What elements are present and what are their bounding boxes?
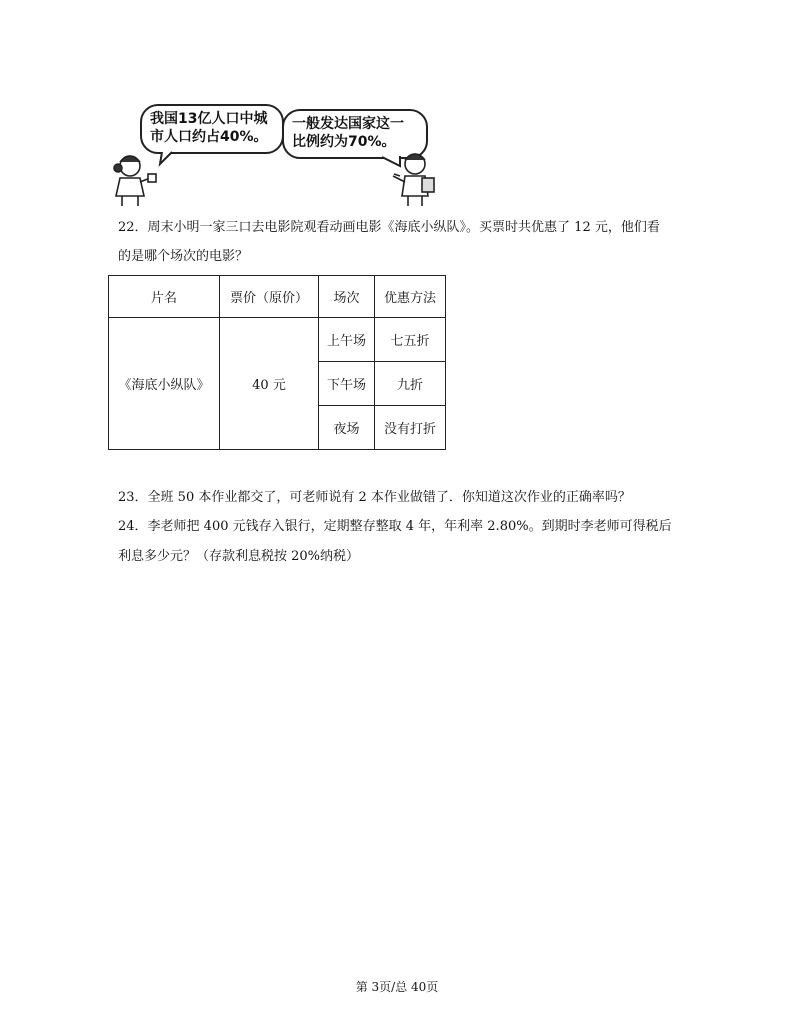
session-cell: 夜场	[319, 406, 375, 450]
bubble-right-line-1: 一般发达国家这一	[292, 116, 404, 132]
bubble-right-line-2: 比例约为70%。	[292, 134, 396, 150]
session-cell: 上午场	[319, 318, 375, 362]
cartoon-children-graphic	[100, 100, 460, 210]
film-name-cell: 《海底小纵队》	[109, 318, 220, 450]
discount-cell: 没有打折	[375, 406, 446, 450]
discount-cell: 九折	[375, 362, 446, 406]
question-24-line-1: 24．李老师把 400 元钱存入银行，定期整存整取 4 年，年利率 2.80%。到期时李老师可得税后	[118, 519, 672, 534]
question-22-line-1: 22．周末小明一家三口去电影院观看动画电影《海底小纵队》。买票时共优惠了 12 元，他们看	[118, 220, 660, 235]
table-row	[109, 318, 446, 362]
price-cell: 40 元	[220, 318, 319, 450]
header-price: 票价（原价）	[220, 276, 319, 318]
bubble-left-line-1: 我国13亿人口中城	[150, 111, 268, 127]
table-header-row	[109, 276, 446, 318]
question-23: 23．全班 50 本作业都交了，可老师说有 2 本作业做错了．你知道这次作业的正确率吗？	[118, 490, 631, 505]
header-film: 片名	[109, 276, 220, 318]
discount-cell: 七五折	[375, 318, 446, 362]
bubble-left-line-2: 市人口约占40%。	[150, 129, 268, 145]
ticket-table	[108, 275, 446, 450]
header-discount: 优惠方法	[375, 276, 446, 318]
girl-figure	[114, 156, 156, 206]
header-session: 场次	[319, 276, 375, 318]
session-cell: 下午场	[319, 362, 375, 406]
question-24-line-2: 利息多少元？（存款利息税按 20%纳税）	[118, 549, 360, 564]
question-22-line-2: 的是哪个场次的电影？	[118, 249, 249, 264]
page-footer: 第 3页/总 40页	[355, 980, 439, 994]
